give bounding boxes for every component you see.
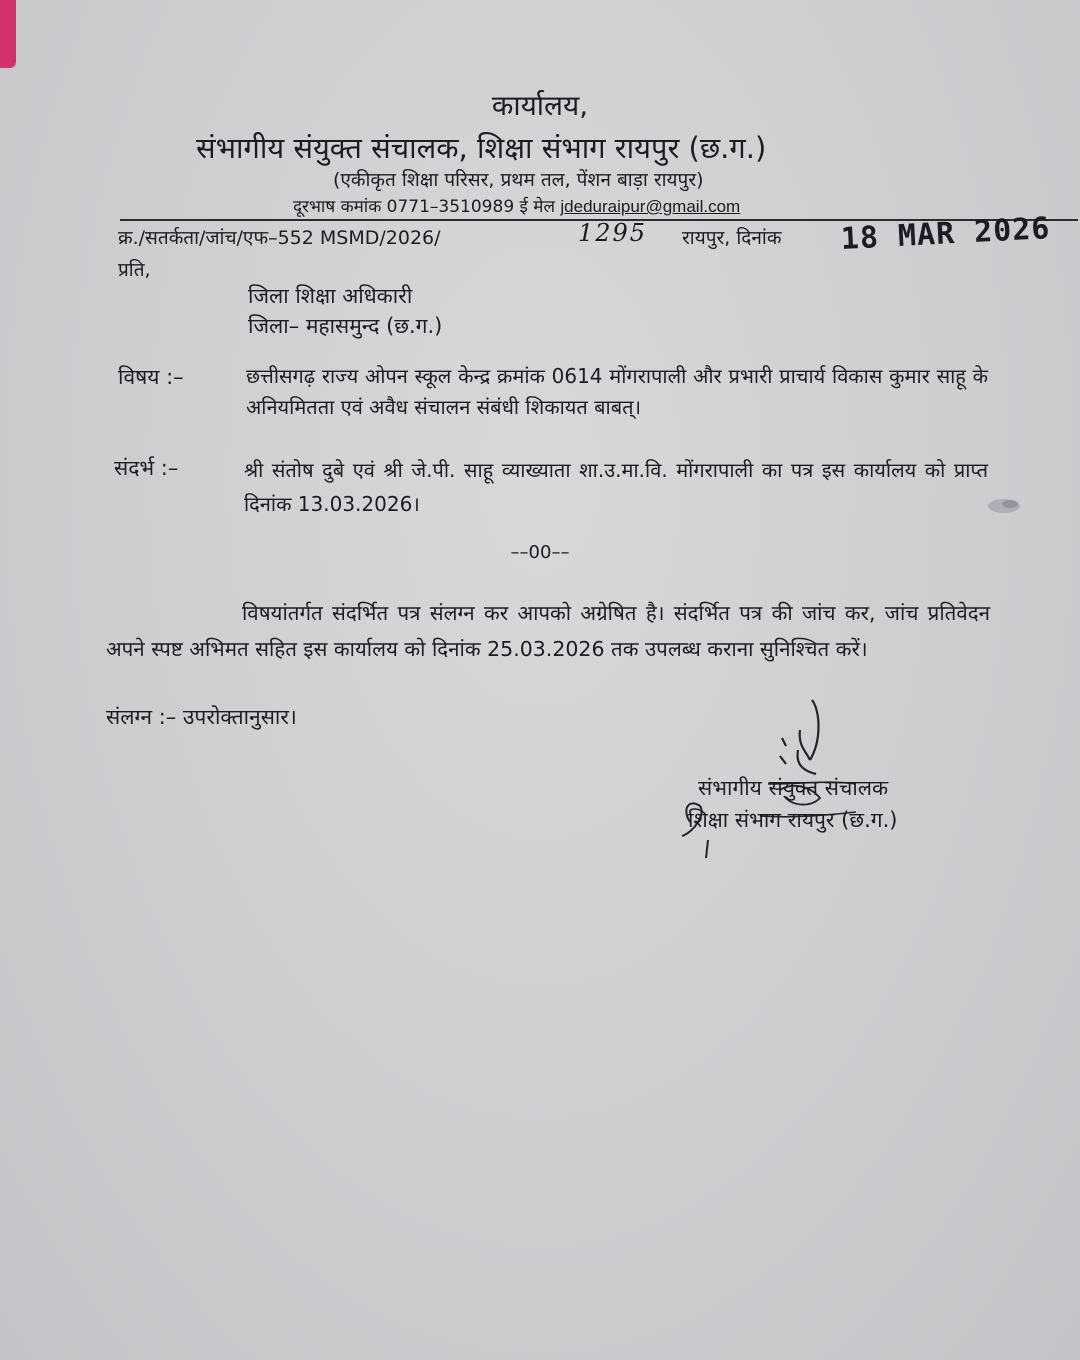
reference-label: संदर्भ :– [114, 456, 179, 480]
signatory-title-line-1: संभागीय संयुक्त संचालक [698, 776, 889, 800]
phone-label: दूरभाष कमांक [293, 197, 382, 217]
separator: ––00–– [510, 542, 570, 563]
recipient-line-2: जिला– महासमुन्द (छ.ग.) [248, 314, 443, 338]
contact-line [293, 194, 740, 217]
phone-number: 0771–3510989 [386, 197, 515, 217]
office-heading: कार्यालय, [491, 89, 589, 122]
reference-number: क्र./सतर्कता/जांच/एफ–552 MSMD/2026/ [118, 227, 441, 249]
corner-accent [0, 0, 16, 68]
recipient-line-1: जिला शिक्षा अधिकारी [248, 284, 413, 308]
date-stamp: 18 MAR 2026 [840, 211, 1052, 257]
reference-number-handwritten: 1295 [578, 219, 648, 247]
subject-text: छत्तीसगढ़ राज्य ओपन स्कूल केन्द्र क्रमांक 0614 मोंगरापाली और प्रभारी प्राचार्य विकास कुमार साहू के अनियमितता एवं अवैध संचालन संबंधी शिकायत बाबत्। [246, 364, 988, 419]
subject-label: विषय :– [118, 365, 184, 389]
department-heading: संभागीय संयुक्त संचालक, शिक्षा संभाग रायपुर (छ.ग.) [196, 131, 767, 165]
enclosure-line: संलग्न :– उपरोक्तानुसार। [106, 705, 297, 729]
email-label: ई मेल [519, 197, 555, 217]
ink-smudge [980, 492, 1026, 520]
body-paragraph: विषयांतर्गत संदर्भित पत्र संलग्न कर आपको अग्रेषित है। संदर्भित पत्र की जांच कर, जांच प्रतिवेदन अपने स्पष्ट अभिमत सहित इस कार्यालय को दिनांक 25.03.2026 तक उपलब्ध कराना सुनिश्चित करें। [106, 601, 990, 661]
place-date-label: रायपुर, दिनांक [682, 227, 782, 249]
email-address: jdeduraipur@gmail.com [560, 197, 741, 216]
signatory-title-line-2: शिक्षा संभाग रायपुर (छ.ग.) [688, 808, 898, 832]
to-label: प्रति, [118, 259, 151, 281]
reference-text: श्री संतोष दुबे एवं श्री जे.पी. साहू व्याख्याता शा.उ.मा.वि. मोंगरापाली का पत्र इस कार्यालय को प्राप्त दिनांक 13.03.2026। [244, 458, 988, 516]
office-address: (एकीकृत शिक्षा परिसर, प्रथम तल, पेंशन बाड़ा रायपुर) [333, 169, 704, 191]
